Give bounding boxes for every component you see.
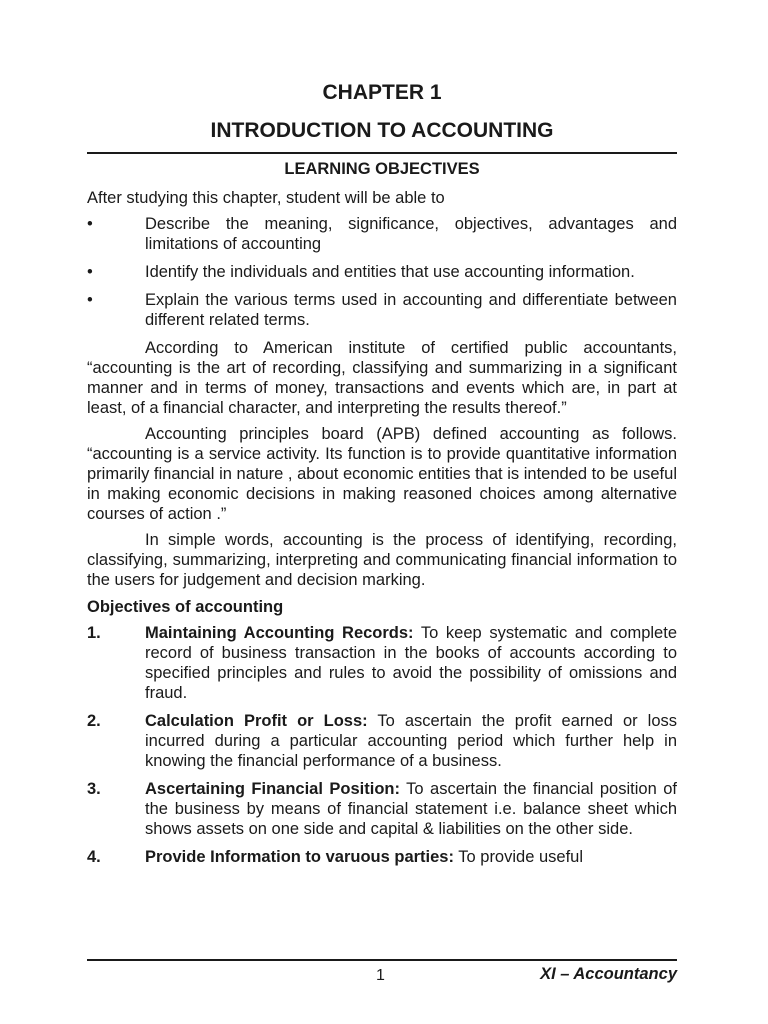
bullet-icon: •	[87, 215, 93, 233]
chapter-title: INTRODUCTION TO ACCOUNTING	[210, 119, 554, 142]
item-term: Calculation Profit or Loss:	[145, 712, 368, 730]
header-divider	[87, 152, 677, 154]
list-item	[87, 623, 677, 703]
list-item	[87, 711, 677, 771]
item-number: 1.	[87, 624, 101, 642]
apb-definition-paragraph: Accounting principles board (APB) defined accounting as follows. “accounting is a service activity. Its function is to provide quantitative information primarily financial in nature , about economic entities that is intended to be useful in making economic decisions in making reasoned choices among alternative courses of action .”	[87, 425, 677, 523]
item-text: To ascertain the financial position of the business by means of financial statement i.e. balance sheet which shows assets on one side and capital & liabilities on the other side.	[145, 780, 677, 838]
item-text: To keep systematic and complete record of business transaction in the books of accounts according to specified principles and rules to avoid the possibility of omissions and fraud.	[145, 624, 677, 702]
objective-text: Describe the meaning, significance, objectives, advantages and limitations of accounting	[145, 215, 677, 253]
item-text: To ascertain the profit earned or loss incurred during a particular accounting period which further help in knowing the financial performance of a business.	[145, 712, 677, 770]
item-number: 4.	[87, 848, 101, 866]
item-term: Ascertaining Financial Position:	[145, 780, 400, 798]
body-text	[87, 338, 677, 590]
item-term: Provide Information to varuous parties:	[145, 848, 454, 866]
bullet-icon: •	[87, 263, 93, 281]
page-content	[87, 78, 677, 875]
objectives-list	[87, 214, 677, 330]
learning-objectives-heading: LEARNING OBJECTIVES	[284, 160, 480, 178]
list-item	[87, 290, 677, 330]
list-item	[87, 262, 677, 282]
item-text: To provide useful	[453, 848, 583, 866]
item-number: 3.	[87, 780, 101, 798]
chapter-number: CHAPTER 1	[322, 81, 442, 104]
objectives-intro: After studying this chapter, student will be able to	[87, 189, 445, 207]
aicpa-definition-paragraph: According to American institute of certified public accountants, “accounting is the art of recording, classifying and summarizing in a significant manner and in terms of money, transactions and events which are, in part at least, of a financial character, and interpreting the results thereof.”	[87, 339, 677, 417]
item-term: Maintaining Accounting Records:	[145, 624, 414, 642]
accounting-objectives-list	[87, 623, 677, 867]
objectives-of-accounting-heading: Objectives of accounting	[87, 598, 284, 616]
bullet-icon: •	[87, 291, 93, 309]
list-item	[87, 779, 677, 839]
objective-text: Explain the various terms used in accounting and differentiate between different related terms.	[145, 291, 677, 329]
page-number: 1	[376, 967, 385, 984]
objective-text: Identify the individuals and entities that use accounting information.	[145, 263, 635, 281]
item-number: 2.	[87, 712, 101, 730]
footer-divider	[87, 959, 677, 961]
list-item	[87, 214, 677, 254]
simple-definition-paragraph: In simple words, accounting is the process of identifying, recording, classifying, summarizing, interpreting and communicating financial information to the users for judgement and decision marking.	[87, 531, 677, 589]
book-title: XI – Accountancy	[540, 965, 677, 983]
list-item	[87, 847, 677, 867]
